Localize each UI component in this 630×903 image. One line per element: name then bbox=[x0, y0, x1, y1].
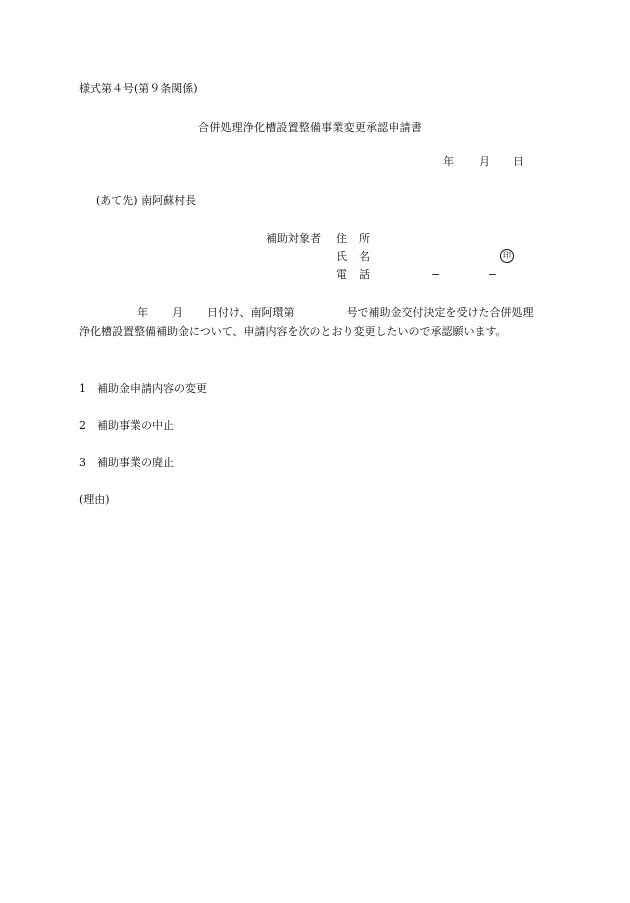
phone-label: 電話 bbox=[336, 268, 382, 281]
document-title: 合併処理浄化槽設置整備事業変更承認申請書 bbox=[198, 121, 422, 134]
list-item bbox=[79, 382, 207, 395]
list-item bbox=[79, 456, 174, 469]
body-year-label: 年 bbox=[137, 306, 148, 319]
list-item bbox=[79, 419, 174, 432]
list-item-number: 3 bbox=[79, 456, 86, 469]
list-item-label: 補助事業の中止 bbox=[97, 419, 174, 432]
date-day-label: 日 bbox=[513, 155, 524, 168]
name-label: 氏名 bbox=[336, 250, 382, 263]
date-year-label: 年 bbox=[443, 155, 454, 168]
phone-separator-2: − bbox=[488, 268, 498, 281]
body-text-line-1 bbox=[79, 306, 534, 319]
address-label: 住所 bbox=[336, 232, 382, 245]
phone-separator-1: − bbox=[431, 268, 441, 281]
body-month-label: 月 bbox=[172, 306, 183, 319]
body-text-line-2: 浄化槽設置整備補助金について、申請内容を次のとおり変更したいので承認願います。 bbox=[79, 325, 507, 338]
applicant-label: 補助対象者 bbox=[266, 232, 321, 245]
list-item-number: 2 bbox=[79, 419, 86, 432]
form-number: 様式第４号(第９条関係) bbox=[79, 82, 198, 95]
body-line1-rest: 号で補助金交付決定を受けた合併処理 bbox=[346, 306, 534, 319]
body-day-text: 日付け、南阿環第 bbox=[207, 306, 295, 319]
list-item-label: 補助事業の廃止 bbox=[97, 456, 174, 469]
list-item-label: 補助金申請内容の変更 bbox=[97, 382, 207, 395]
seal-mark: 印 bbox=[500, 249, 514, 263]
list-item-number: 1 bbox=[79, 382, 86, 395]
addressee: (あて先) 南阿蘇村長 bbox=[96, 194, 197, 207]
reason-label: (理由) bbox=[79, 493, 110, 506]
date-month-label: 月 bbox=[479, 155, 490, 168]
